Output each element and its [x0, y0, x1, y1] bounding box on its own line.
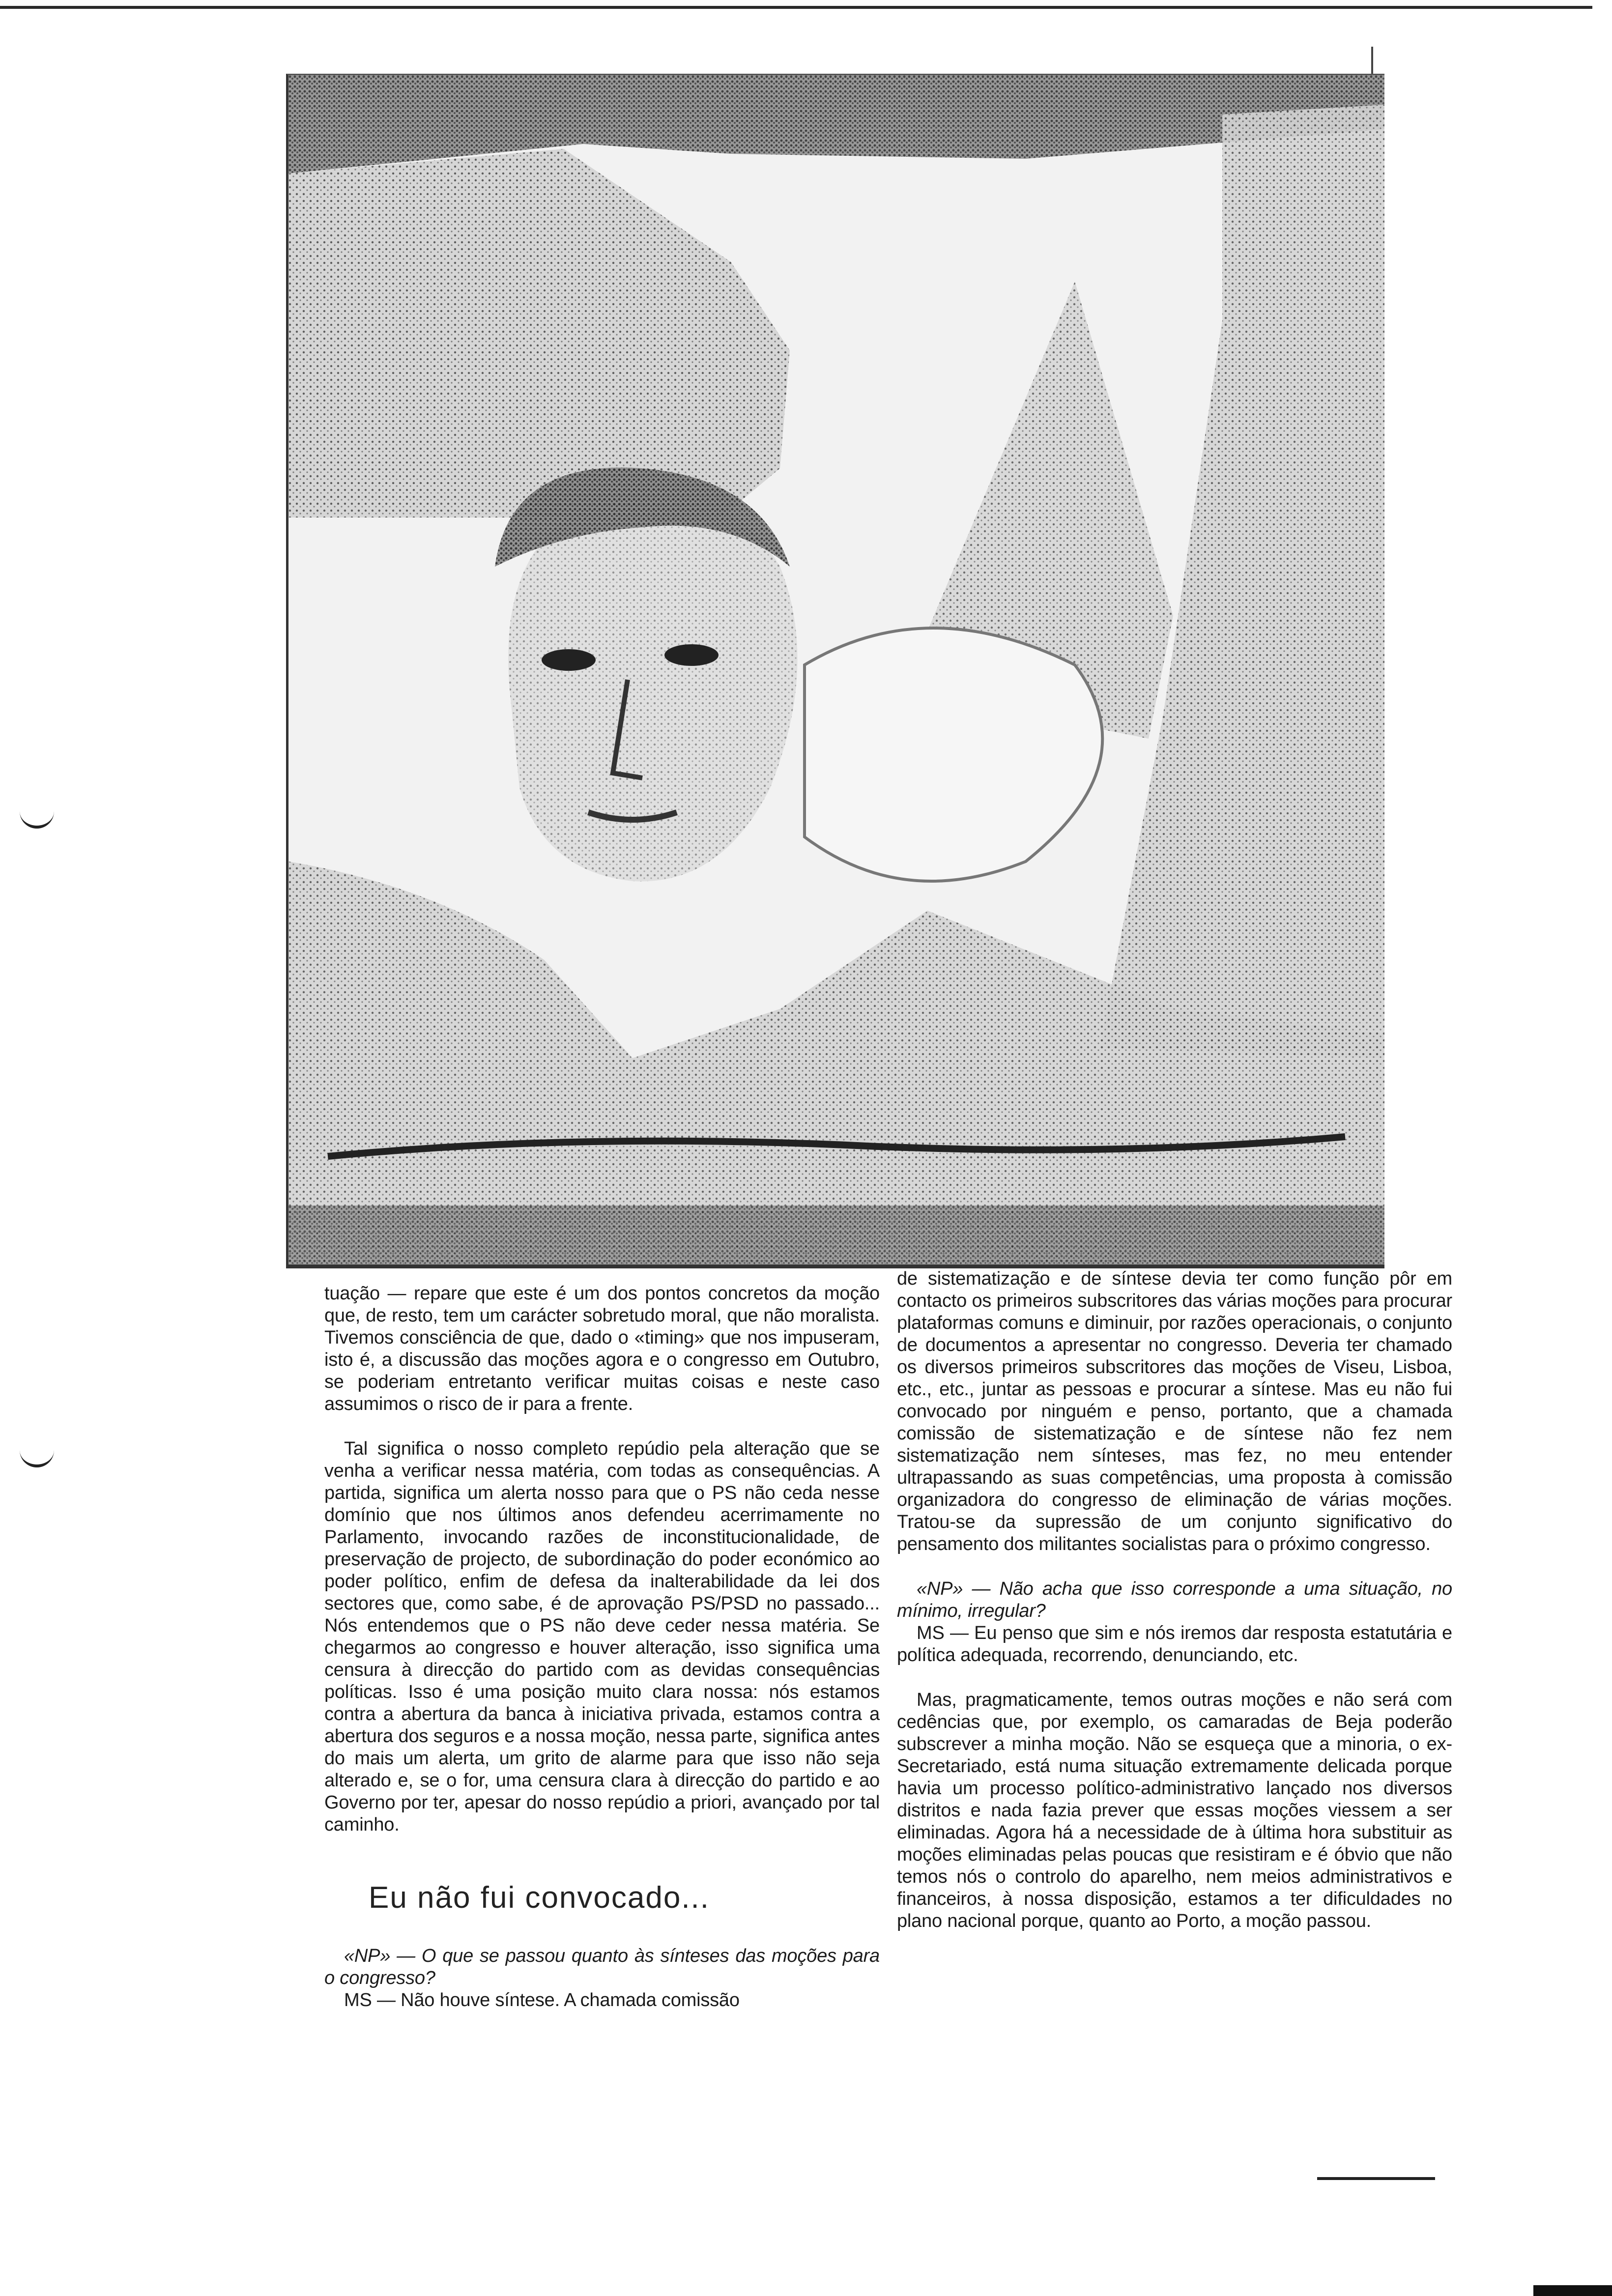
right-paragraph-final: Mas, pragmaticamente, temos outras moções e não será com cedências que, por exemplo, os camaradas de Beja poderão subscrever a minha moção. Não se esqueça que a minoria, o ex-Secretariado, está numa situação extremamente delicada porque havia um processo político-administrativo lançado nos diversos distritos e nada fazia prever que essas moções viessem a ser eliminadas. Agora há a necessidade de à última hora substituir as moções eliminadas pelas poucas que resistiram e é óbvio que não temos nós o controlo do aparelho, nem meios administrativos e financeiros, à nossa disposição, estamos a ter dificuldades no plano nacional porque, quanto ao Porto, a moção passou. [897, 1690, 1452, 1931]
section-subheading: Eu não fui convocado... [369, 1881, 710, 1915]
interview-question-2: «NP» — Não acha que isso corresponde a uma situação, no mínimo, irregular? [897, 1578, 1452, 1621]
interview-answer-2: MS — Eu penso que sim e nós iremos dar resposta estatutária e política adequada, recorrendo, denunciando, etc. [897, 1623, 1452, 1665]
interview-question-1: «NP» — O que se passou quanto às sínteses das moções para o congresso? [324, 1946, 880, 1988]
photo-halftone [288, 75, 1384, 1264]
punch-hole-mark-upper [20, 806, 54, 829]
photo-portrait [286, 74, 1384, 1268]
corner-blot [1533, 2285, 1612, 2296]
article-column-left [324, 1283, 880, 2034]
article-column-right [897, 1268, 1452, 1955]
left-paragraph-1: tuação — repare que este é um dos pontos concretos da moção que, de resto, tem um carácter sobretudo moral, que não moralista. Tivemos consciência de que, dado o «timing» que nos impuseram, isto é, a discussão das moções agora e o congresso em Outubro, se poderiam entretanto verificar muitas coisas e neste caso assumimos o risco de ir para a frente. [324, 1283, 880, 1414]
article-end-rule [1317, 2177, 1435, 2180]
top-rule [0, 6, 1592, 9]
interview-answer-1-start: MS — Não houve síntese. A chamada comissão [344, 1990, 740, 2010]
left-paragraph-2: Tal significa o nosso completo repúdio pela alteração que se venha a verificar nessa matéria, com todas as consequências. A partida, significa um alerta nosso para que o PS não ceda nesse domínio que nos últimos anos defendeu acerrimamente no Parlamento, invocando razões de inconstitucionalidade, de preservação de projecto, de subordinação do poder económico ao poder político, enfim de defesa da inalterabilidade da lei dos sectores que, como sabe, é de aprovação PS/PSD no passado... Nós entendemos que o PS não deve ceder nessa matéria. Se chegarmos ao congresso e houver alteração, isso significa uma censura à direcção do partido com as devidas consequências políticas. Isso é uma posição muito clara nossa: nós estamos contra a abertura da banca à iniciativa privada, estamos contra a abertura dos seguros e a nossa moção, nessa parte, significa antes do mais um alerta, um grito de alarme para que isso não seja alterado e, se o for, uma censura clara à direcção do partido e ao Governo por ter, apesar do nosso repúdio a priori, avançado por tal caminho. [324, 1438, 880, 1835]
right-paragraph-1: de sistematização e de síntese devia ter como função pôr em contacto os primeiros subscritores das várias moções para procurar plataformas comuns e diminuir, por razões operacionais, o conjunto de documentos a apresentar no congresso. Deveria ter chamado os diversos primeiros subscritores das moções de Viseu, Lisboa, etc., etc., juntar as pessoas e procurar a síntese. Mas eu não fui convocado por ninguém e penso, portanto, que a chamada comissão de sistematização e de síntese não fez nem sistematização nem sínteses, mas fez, no meu entender ultrapassando as suas competências, uma proposta à comissão organizadora do congresso de eliminação de várias moções. Tratou-se da supressão de um conjunto significativo do pensamento dos militantes socialistas para o próximo congresso. [897, 1268, 1452, 1554]
punch-hole-mark-lower [20, 1445, 54, 1467]
